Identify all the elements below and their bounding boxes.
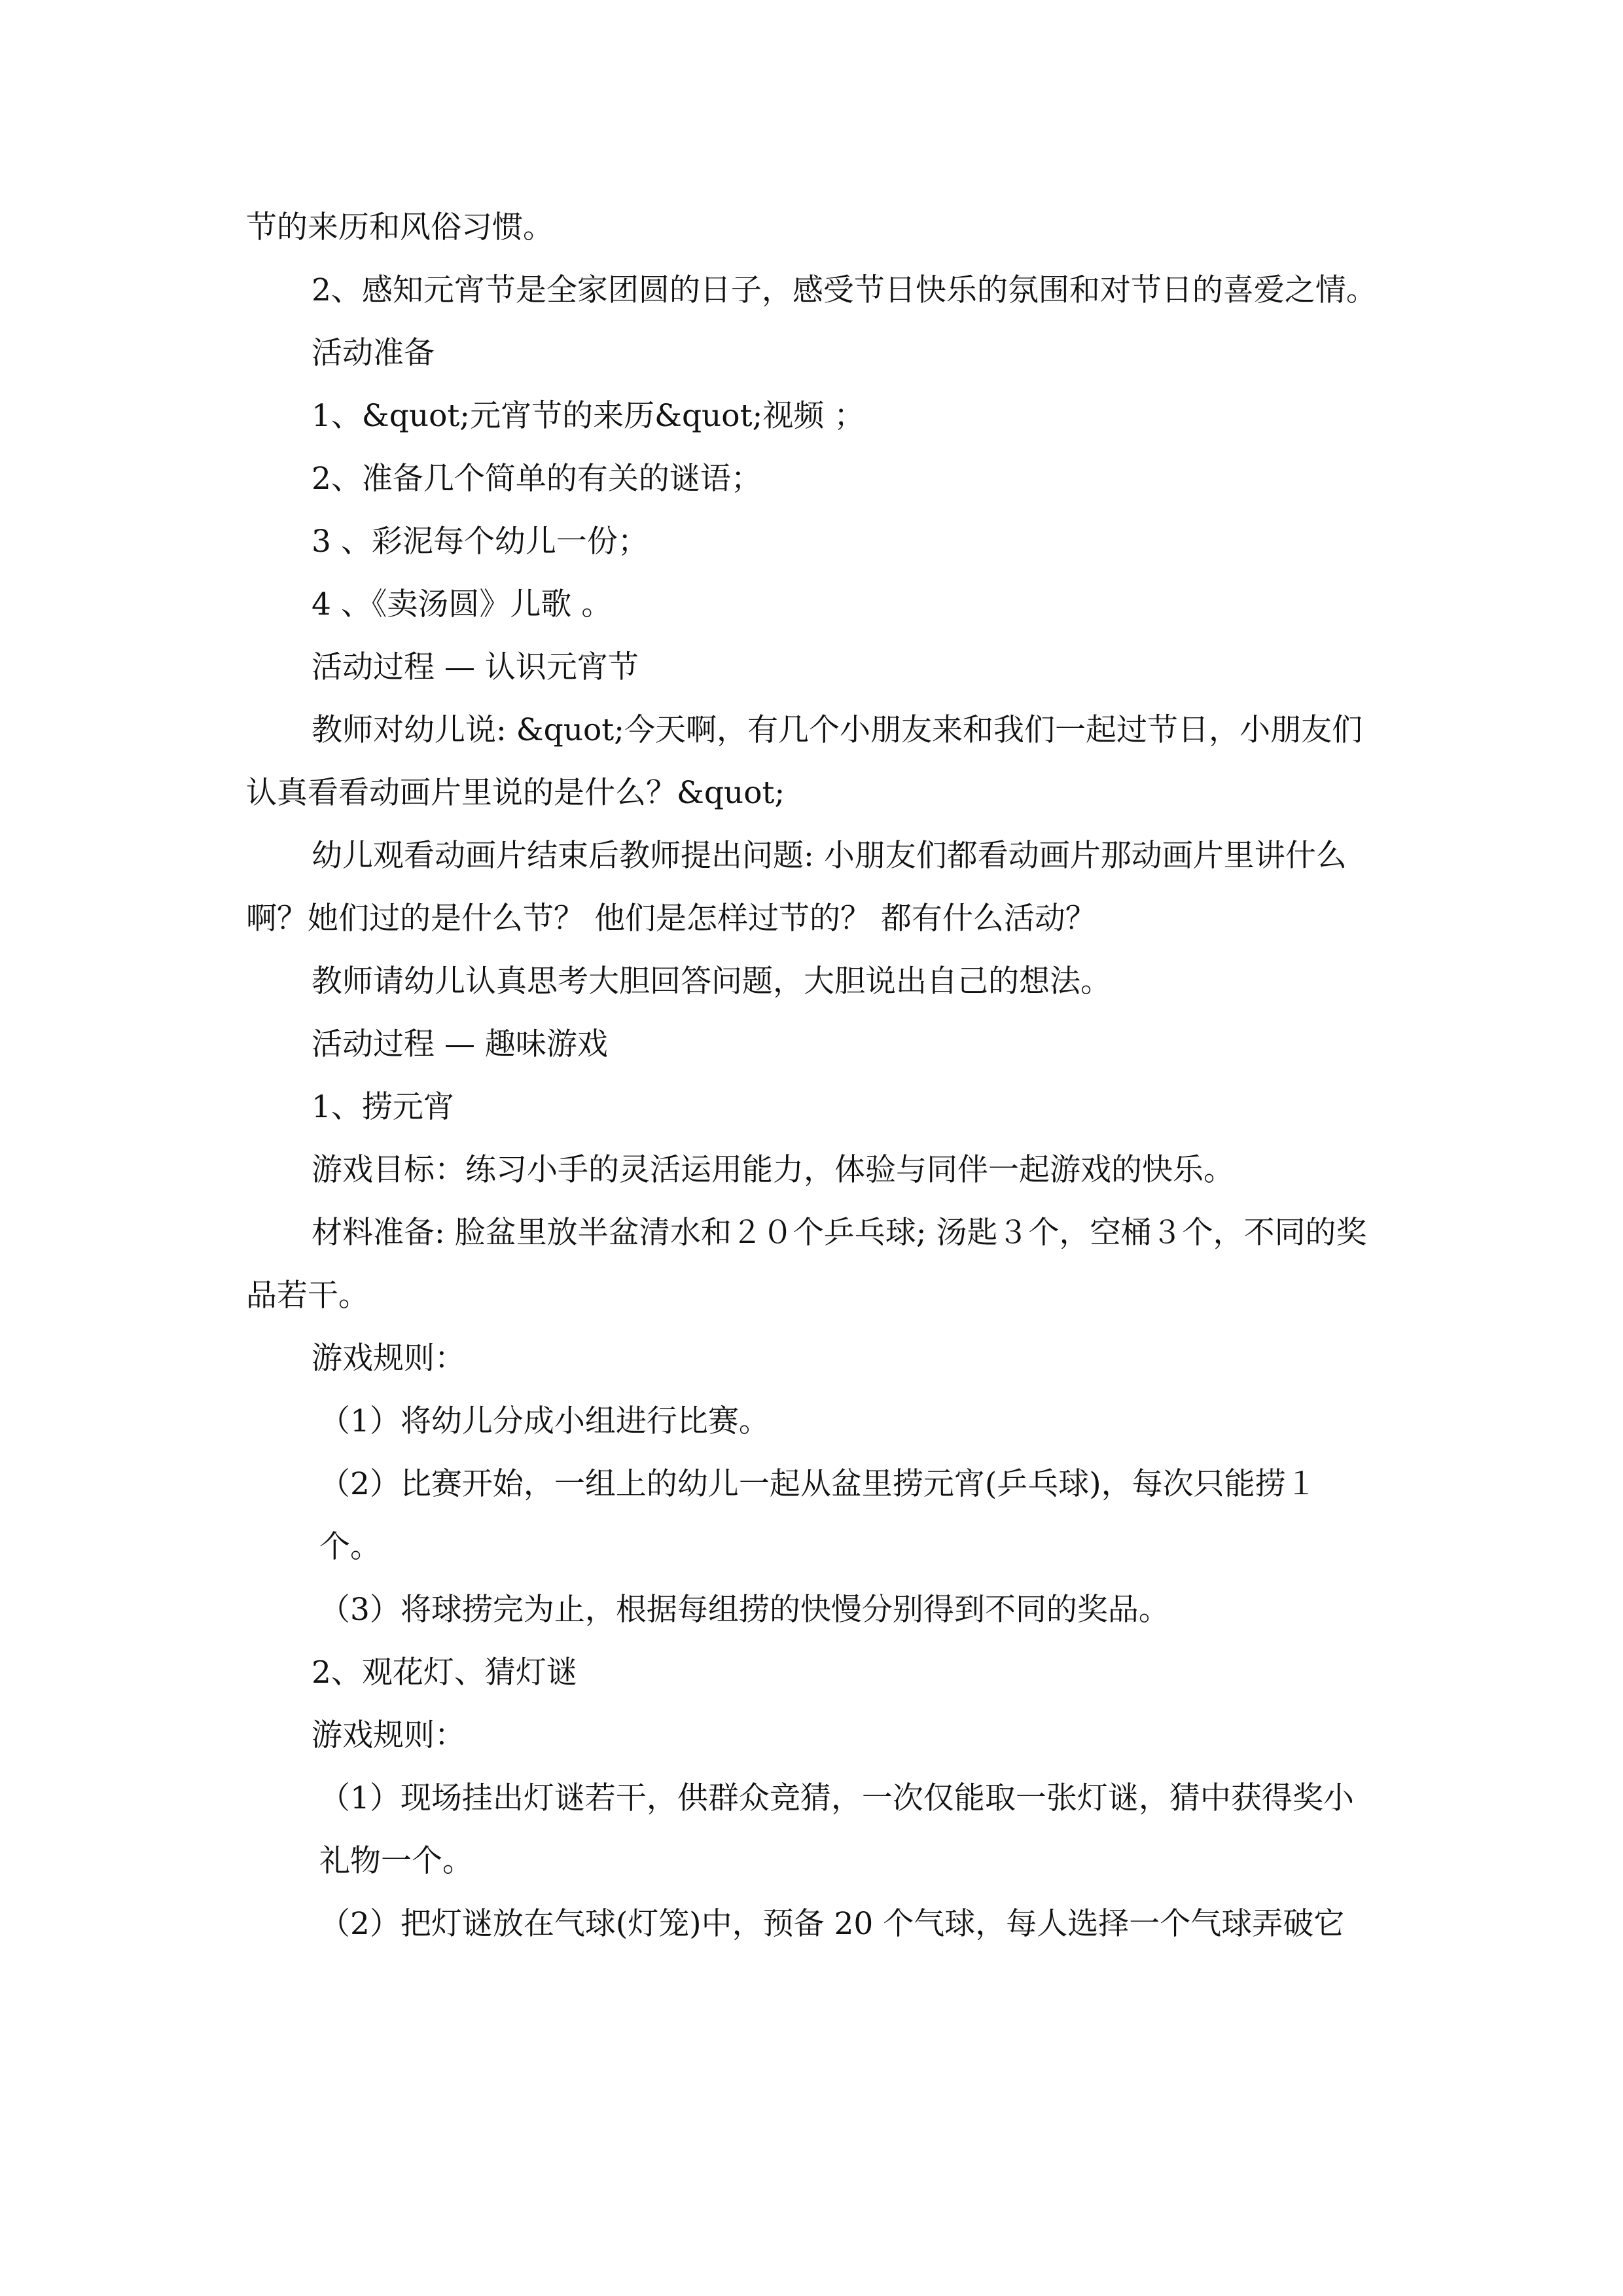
paragraph-continuation: 节的来历和风俗习惯。 <box>246 209 554 245</box>
teacher-encourage: 教师请幼儿认真思考大胆回答问题，大胆说出自己的想法。 <box>312 963 1111 999</box>
section-heading-process-2: 活动过程 — 趣味游戏 <box>312 1026 608 1062</box>
game-1-goal: 游戏目标：练习小手的灵活运用能力，体验与同伴一起游戏的快乐。 <box>312 1152 1234 1188</box>
prep-item-4: 4 、《卖汤圆》儿歌 。 <box>312 586 613 622</box>
game-1-rule-3: （3）将球捞完为止，根据每组捞的快慢分别得到不同的奖品。 <box>319 1592 1169 1628</box>
game-2-title: 2、观花灯、猜灯谜 <box>312 1655 577 1691</box>
goal-item-2: 2、感知元宵节是全家团圆的日子，感受节日快乐的氛围和对节日的喜爱之情。 <box>312 272 1377 308</box>
game-2-rule-1: （1）现场挂出灯谜若干，供群众竞猜，一次仅能取一张灯谜，猜中获得奖小礼物一个。 <box>319 1780 1354 1879</box>
prep-item-2: 2、准备几个简单的有关的谜语； <box>312 461 762 497</box>
teacher-speech: 教师对幼儿说: &quot;今天啊，有几个小朋友来和我们一起过节日，小朋友们认真看看动画片里说的是什么？&quot; <box>246 712 1363 811</box>
game-2-rules-heading: 游戏规则： <box>312 1717 465 1753</box>
prep-item-1: 1、&quot;元宵节的来历&quot;视频 ； <box>312 398 865 434</box>
section-heading-preparation: 活动准备 <box>312 335 435 371</box>
teacher-questions: 幼儿观看动画片结束后教师提出问题: 小朋友们都看动画片那动画片里讲什么啊？她们过的是什么节？ 他们是怎样过节的？ 都有什么活动？ <box>246 838 1347 937</box>
game-1-rule-1: （1）将幼儿分成小组进行比赛。 <box>319 1403 770 1439</box>
game-1-rule-2: （2）比赛开始，一组上的幼儿一起从盆里捞元宵(乒乓球)，每次只能捞１个。 <box>319 1466 1317 1565</box>
game-1-materials: 材料准备: 脸盆里放半盆清水和２０个乒乓球; 汤匙３个，空桶３个，不同的奖品若干。 <box>246 1215 1367 1314</box>
game-2-rule-2: （2）把灯谜放在气球(灯笼)中，预备 20 个气球，每人选择一个气球弄破它 <box>319 1906 1345 1942</box>
game-1-title: 1、捞元宵 <box>312 1089 454 1125</box>
section-heading-process-1: 活动过程 — 认识元宵节 <box>312 649 639 685</box>
game-1-rules-heading: 游戏规则： <box>312 1340 465 1376</box>
prep-item-3: 3 、彩泥每个幼儿一份； <box>312 524 649 560</box>
document-body <box>246 196 1377 1956</box>
